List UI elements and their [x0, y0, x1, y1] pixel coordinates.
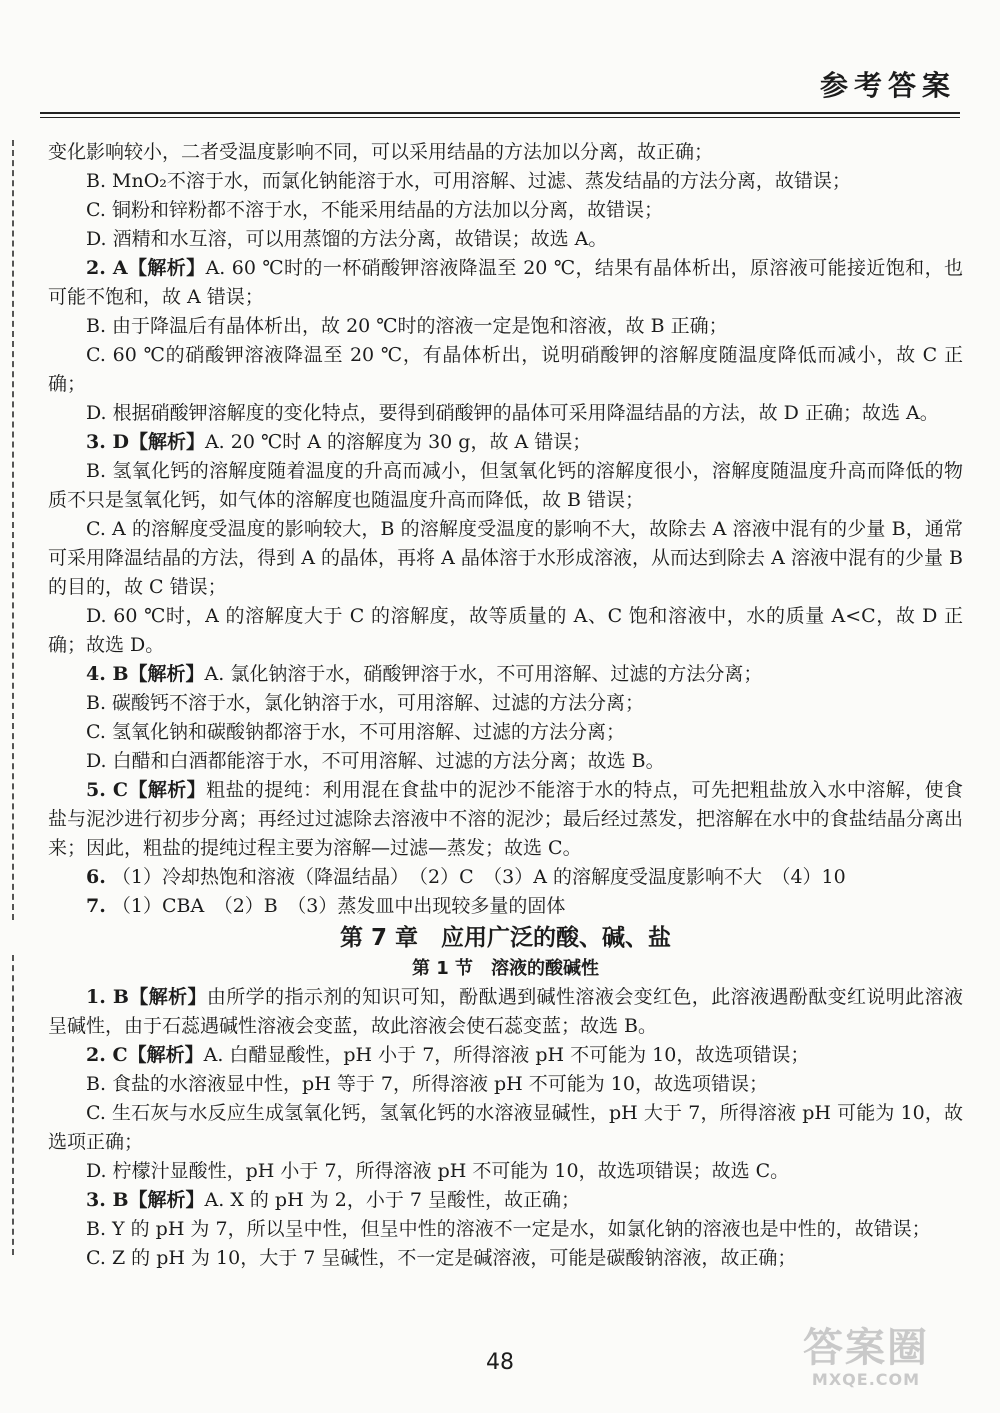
header-title: 参考答案 [819, 69, 956, 102]
analysis-tag: 【解析】 [128, 663, 205, 685]
binding-margin-line-lower [12, 955, 17, 1255]
answer-item [48, 428, 963, 457]
analysis-tag: 【解析】 [128, 431, 205, 453]
watermark-main: 答案圈 [803, 1325, 929, 1371]
answer-item [48, 1041, 963, 1070]
answer-line: D. 酒精和水互溶，可以用蒸馏的方法分离，故错误；故选 A。 [86, 228, 608, 250]
answer-number: 5. C [86, 779, 128, 801]
header-rule [40, 112, 960, 114]
answer-text: （1）CBA （2）B （3）蒸发皿中出现较多量的固体 [111, 895, 566, 917]
answer-item [48, 776, 963, 863]
answer-text: 由所学的指示剂的知识可知，酚酞遇到碱性溶液会变红色，此溶液遇酚酞变红说明此溶液呈碱性，由于石蕊遇碱性溶液会变蓝，故此溶液会使石蕊变蓝；故选 B。 [48, 986, 963, 1037]
answer-line: B. MnO₂不溶于水，而氯化钠能溶于水，可用溶解、过滤、蒸发结晶的方法分离，故错误； [86, 170, 851, 192]
watermark-sub: MXQE.COM [811, 1370, 921, 1389]
answer-item [48, 863, 963, 892]
answer-line: D. 根据硝酸钾溶解度的变化特点，要得到硝酸钾的晶体可采用降温结晶的方法，故 D 正确；故选 A。 [86, 402, 939, 424]
answer-line: C. 60 ℃的硝酸钾溶液降温至 20 ℃，有晶体析出，说明硝酸钾的溶解度随温度降低而减小，故 C 正确； [48, 344, 963, 395]
answer-line: 变化影响较小，二者受温度影响不同，可以采用结晶的方法加以分离，故正确； [48, 141, 714, 163]
answer-text: A. 60 ℃时的一杯硝酸钾溶液降温至 20 ℃，结果有晶体析出，原溶液可能接近饱和，也可能不饱和，故 A 错误； [48, 257, 963, 308]
answer-number: 2. C [86, 1044, 128, 1066]
answer-line: D. 60 ℃时，A 的溶解度大于 C 的溶解度，故等质量的 A、C 饱和溶液中，水的质量 A<C，故 D 正确；故选 D。 [48, 605, 963, 656]
answer-line: D. 白醋和白酒都能溶于水，不可用溶解、过滤的方法分离；故选 B。 [86, 750, 665, 772]
answer-line: C. 氢氧化钠和碳酸钠都溶于水，不可用溶解、过滤的方法分离； [86, 721, 625, 743]
answer-number: 2. A [86, 257, 128, 279]
answer-item [48, 1186, 963, 1215]
answer-line: B. 由于降温后有晶体析出，故 20 ℃时的溶液一定是饱和溶液，故 B 正确； [86, 315, 728, 337]
chapter-heading: 第 7 章 应用广泛的酸、碱、盐 [339, 925, 672, 951]
answer-item [48, 983, 963, 1041]
answer-line: B. 氢氧化钙的溶解度随着温度的升高而减小，但氢氧化钙的溶解度很小，溶解度随温度升高而降低的物质不只是氢氧化钙，如气体的溶解度也随温度升高而降低，故 B 错误； [48, 460, 963, 511]
answer-item [48, 254, 963, 312]
answer-text: A. 氯化钠溶于水，硝酸钾溶于水，不可用溶解、过滤的方法分离； [204, 663, 763, 685]
answer-line: C. Z 的 pH 为 10，大于 7 呈碱性，不一定是碱溶液，可能是碳酸钠溶液，故正确； [86, 1247, 797, 1269]
answer-item [48, 892, 963, 921]
analysis-tag: 【解析】 [127, 1044, 204, 1066]
answer-number: 4. B [86, 663, 129, 685]
answer-text: 粗盐的提纯：利用混在食盐中的泥沙不能溶于水的特点，可先把粗盐放入水中溶解，使食盐与泥沙进行初步分离；再经过过滤除去溶液中不溶的泥沙；最后经过蒸发，把溶解在水中的食盐结晶分离出来；因此，粗盐的提纯过程主要为溶解—过滤—蒸发；故选 C。 [48, 779, 963, 859]
answer-line: D. 柠檬汁显酸性，pH 小于 7，所得溶液 pH 不可能为 10，故选项错误；故选 C。 [86, 1160, 790, 1182]
answer-line: C. A 的溶解度受温度的影响较大，B 的溶解度受温度的影响不大，故除去 A 溶液中混有的少量 B，通常可采用降温结晶的方法，得到 A 的晶体，再将 A 晶体溶于水形成溶液，从而达到除去 A 溶液中混有的少量 B 的目的，故 C 错误； [48, 518, 963, 598]
answer-line: B. Y 的 pH 为 7，所以呈中性，但呈中性的溶液不一定是水，如氯化钠的溶液也是中性的，故错误； [86, 1218, 931, 1240]
answer-text: A. X 的 pH 为 2，小于 7 呈酸性，故正确； [204, 1189, 581, 1211]
answer-line: C. 铜粉和锌粉都不溶于水，不能采用结晶的方法加以分离，故错误； [86, 199, 663, 221]
answer-number: 3. D [86, 431, 129, 453]
analysis-tag: 【解析】 [128, 1189, 205, 1211]
watermark-logo [766, 1325, 966, 1395]
page-number: 48 [486, 1350, 514, 1375]
binding-margin-line [12, 140, 17, 920]
answer-number: 3. B [86, 1189, 129, 1211]
analysis-tag: 【解析】 [127, 257, 206, 279]
answer-number: 7. [86, 895, 106, 917]
header-rule-thin [40, 117, 960, 118]
answer-content [48, 138, 963, 1273]
analysis-tag: 【解析】 [128, 986, 207, 1008]
analysis-tag: 【解析】 [128, 779, 207, 801]
answer-line: B. 食盐的水溶液显中性，pH 等于 7，所得溶液 pH 不可能为 10，故选项错误； [86, 1073, 768, 1095]
answer-text: （1）冷却热饱和溶液（降温结晶） （2）C （3）A 的溶解度受温度影响不大 （4）10 [111, 866, 846, 888]
answer-number: 1. B [86, 986, 129, 1008]
answer-number: 6. [86, 866, 106, 888]
answer-line: B. 碳酸钙不溶于水，氯化钠溶于水，可用溶解、过滤的方法分离； [86, 692, 645, 714]
section-heading: 第 1 节 溶液的酸碱性 [411, 958, 600, 979]
answer-text: A. 20 ℃时 A 的溶解度为 30 g，故 A 错误； [204, 431, 592, 453]
answer-line: C. 生石灰与水反应生成氢氧化钙，氢氧化钙的水溶液显碱性，pH 大于 7，所得溶液 pH 可能为 10，故选项正确； [48, 1102, 963, 1153]
answer-item [48, 660, 963, 689]
answer-text: A. 白醋显酸性，pH 小于 7，所得溶液 pH 不可能为 10，故选项错误； [203, 1044, 810, 1066]
